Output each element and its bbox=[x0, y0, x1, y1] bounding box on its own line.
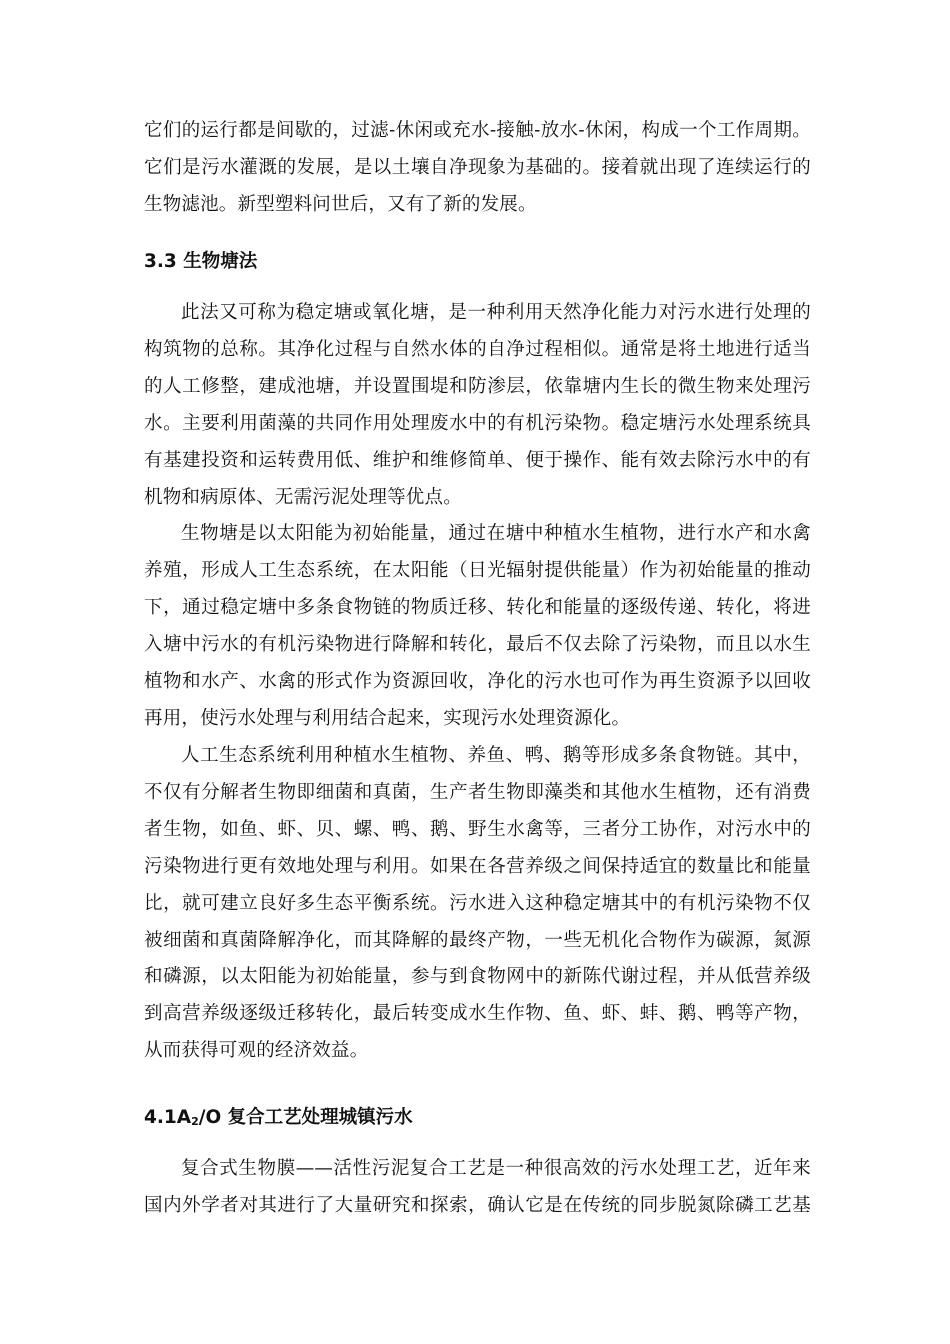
text-line: 者生物，如鱼、虾、贝、螺、鸭、鹅、野生水禽等，三者分工协作，对污水中的 bbox=[144, 818, 811, 840]
text-line: 被细菌和真菌降解净化，而其降解的最终产物，一些无机化合物作为碳源，氮源 bbox=[144, 929, 811, 951]
heading-subscript: 2 bbox=[191, 1115, 199, 1128]
text-line: 和磷源，以太阳能为初始能量，参与到食物网中的新陈代谢过程，并从低营养级 bbox=[144, 966, 811, 988]
paragraph bbox=[144, 738, 811, 1070]
text-line: 复合式生物膜——活性污泥复合工艺是一种很高效的污水处理工艺，近年来 bbox=[181, 1158, 811, 1179]
text-line: 此法又可称为稳定塘或氧化塘，是一种利用天然净化能力对污水进行处理的 bbox=[181, 302, 811, 323]
section-heading: 3.3 生物塘法 bbox=[144, 251, 258, 272]
text-line: 水。主要利用菌藻的共同作用处理废水中的有机污染物。稳定塘污水处理系统具 bbox=[144, 412, 811, 434]
text-line: 构筑物的总称。其净化过程与自然水体的自净过程相似。通常是将土地进行适当 bbox=[144, 338, 811, 360]
paragraph bbox=[144, 295, 811, 516]
text-line: 它们是污水灌溉的发展，是以土壤自净现象为基础的。接着就出现了连续运行的 bbox=[144, 156, 811, 178]
heading-prefix: 4.1A bbox=[144, 1107, 192, 1128]
text-line: 它们的运行都是间歇的，过滤-休闲或充水-接触-放水-休闲，构成一个工作周期。 bbox=[144, 120, 811, 141]
paragraph bbox=[144, 1151, 811, 1225]
text-line: 到高营养级逐级迁移转化，最后转变成水生作物、鱼、虾、蚌、鹅、鸭等产物， bbox=[144, 1003, 811, 1025]
text-line: 有基建投资和运转费用低、维护和维修简单、便于操作、能有效去除污水中的有 bbox=[144, 449, 811, 471]
text-line: 养殖，形成人工生态系统，在太阳能（日光辐射提供能量）作为初始能量的推动 bbox=[144, 559, 811, 581]
text-line: 不仅有分解者生物即细菌和真菌，生产者生物即藻类和其他水生植物，还有消费 bbox=[144, 781, 811, 803]
text-line: 再用，使污水处理与利用结合起来，实现污水处理资源化。 bbox=[144, 707, 631, 729]
section-heading bbox=[144, 1106, 811, 1134]
paragraph bbox=[144, 113, 811, 224]
text-line: 人工生态系统利用种植水生植物、养鱼、鸭、鹅等形成多条食物链。其中， bbox=[181, 745, 811, 766]
text-line: 国内外学者对其进行了大量研究和探索，确认它是在传统的同步脱氮除磷工艺基 bbox=[144, 1194, 811, 1216]
text-line: 比，就可建立良好多生态平衡系统。污水进入这种稳定塘其中的有机污染物不仅 bbox=[144, 892, 811, 914]
text-line: 污染物进行更有效地处理与利用。如果在各营养级之间保持适宜的数量比和能量 bbox=[144, 855, 811, 877]
text-line: 从而获得可观的经济效益。 bbox=[144, 1040, 369, 1062]
text-line: 植物和水产、水禽的形式作为资源回收，净化的污水也可作为再生资源予以回收 bbox=[144, 670, 811, 692]
text-line: 机物和病原体、无需污泥处理等优点。 bbox=[144, 486, 462, 508]
text-line: 入塘中污水的有机污染物进行降解和转化，最后不仅去除了污染物，而且以水生 bbox=[144, 633, 811, 655]
text-line: 下，通过稳定塘中多条食物链的物质迁移、转化和能量的逐级传递、转化，将进 bbox=[144, 596, 811, 618]
text-line: 生物滤池。新型塑料问世后，又有了新的发展。 bbox=[144, 193, 537, 215]
text-line: 的人工修整，建成池塘，并设置围堤和防渗层，依靠塘内生长的微生物来处理污 bbox=[144, 375, 811, 397]
text-line: 生物塘是以太阳能为初始能量，通过在塘中种植水生植物，进行水产和水禽 bbox=[181, 523, 811, 544]
paragraph bbox=[144, 516, 811, 737]
heading-suffix: /O 复合工艺处理城镇污水 bbox=[198, 1107, 413, 1128]
